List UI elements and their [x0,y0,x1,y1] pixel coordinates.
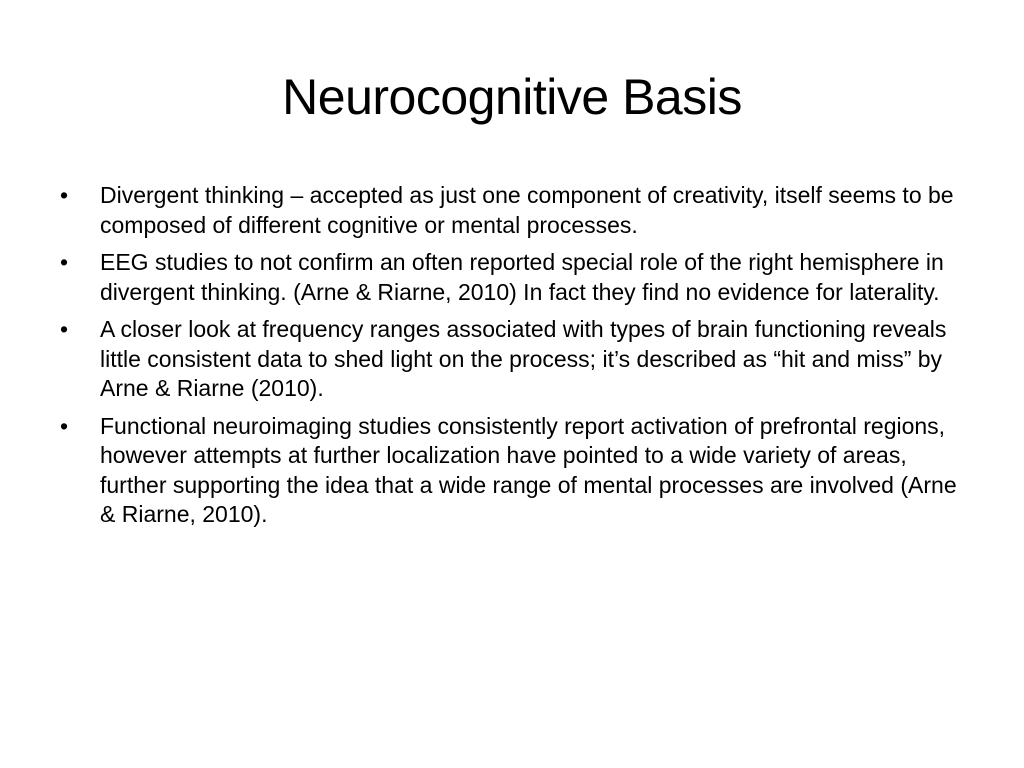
bullet-text: A closer look at frequency ranges associated with types of brain functioning reveals little consistent data to shed light on the process; it’s described as “hit and miss” by Arne & Riarne (2010). [100,316,947,401]
bullet-item-neuroimaging [60,412,970,530]
slide-title: Neurocognitive Basis [282,69,742,125]
bullet-icon: • [60,316,69,342]
bullet-icon: • [60,412,69,439]
bullet-list [60,181,970,538]
bullet-text: Divergent thinking – accepted as just one component of creativity, itself seems to be composed of different cognitive or mental processes. [100,182,954,238]
bullet-text: EEG studies to not confirm an often reported special role of the right hemisphere in divergent thinking. (Arne & Riarne, 2010) In fact they find no evidence for laterality. [100,249,944,305]
bullet-item-divergent-thinking [60,181,970,240]
bullet-icon: • [60,182,69,208]
bullet-icon: • [60,249,69,275]
bullet-item-frequency-ranges [60,315,970,404]
bullet-item-eeg-studies [60,248,970,307]
bullet-text: Functional neuroimaging studies consistently report activation of prefrontal regions, however attempts at further localization have pointed to a wide variety of areas, further supporting the idea that a wide range of mental processes are involved (Arne & Riarne, 2010). [100,412,957,527]
